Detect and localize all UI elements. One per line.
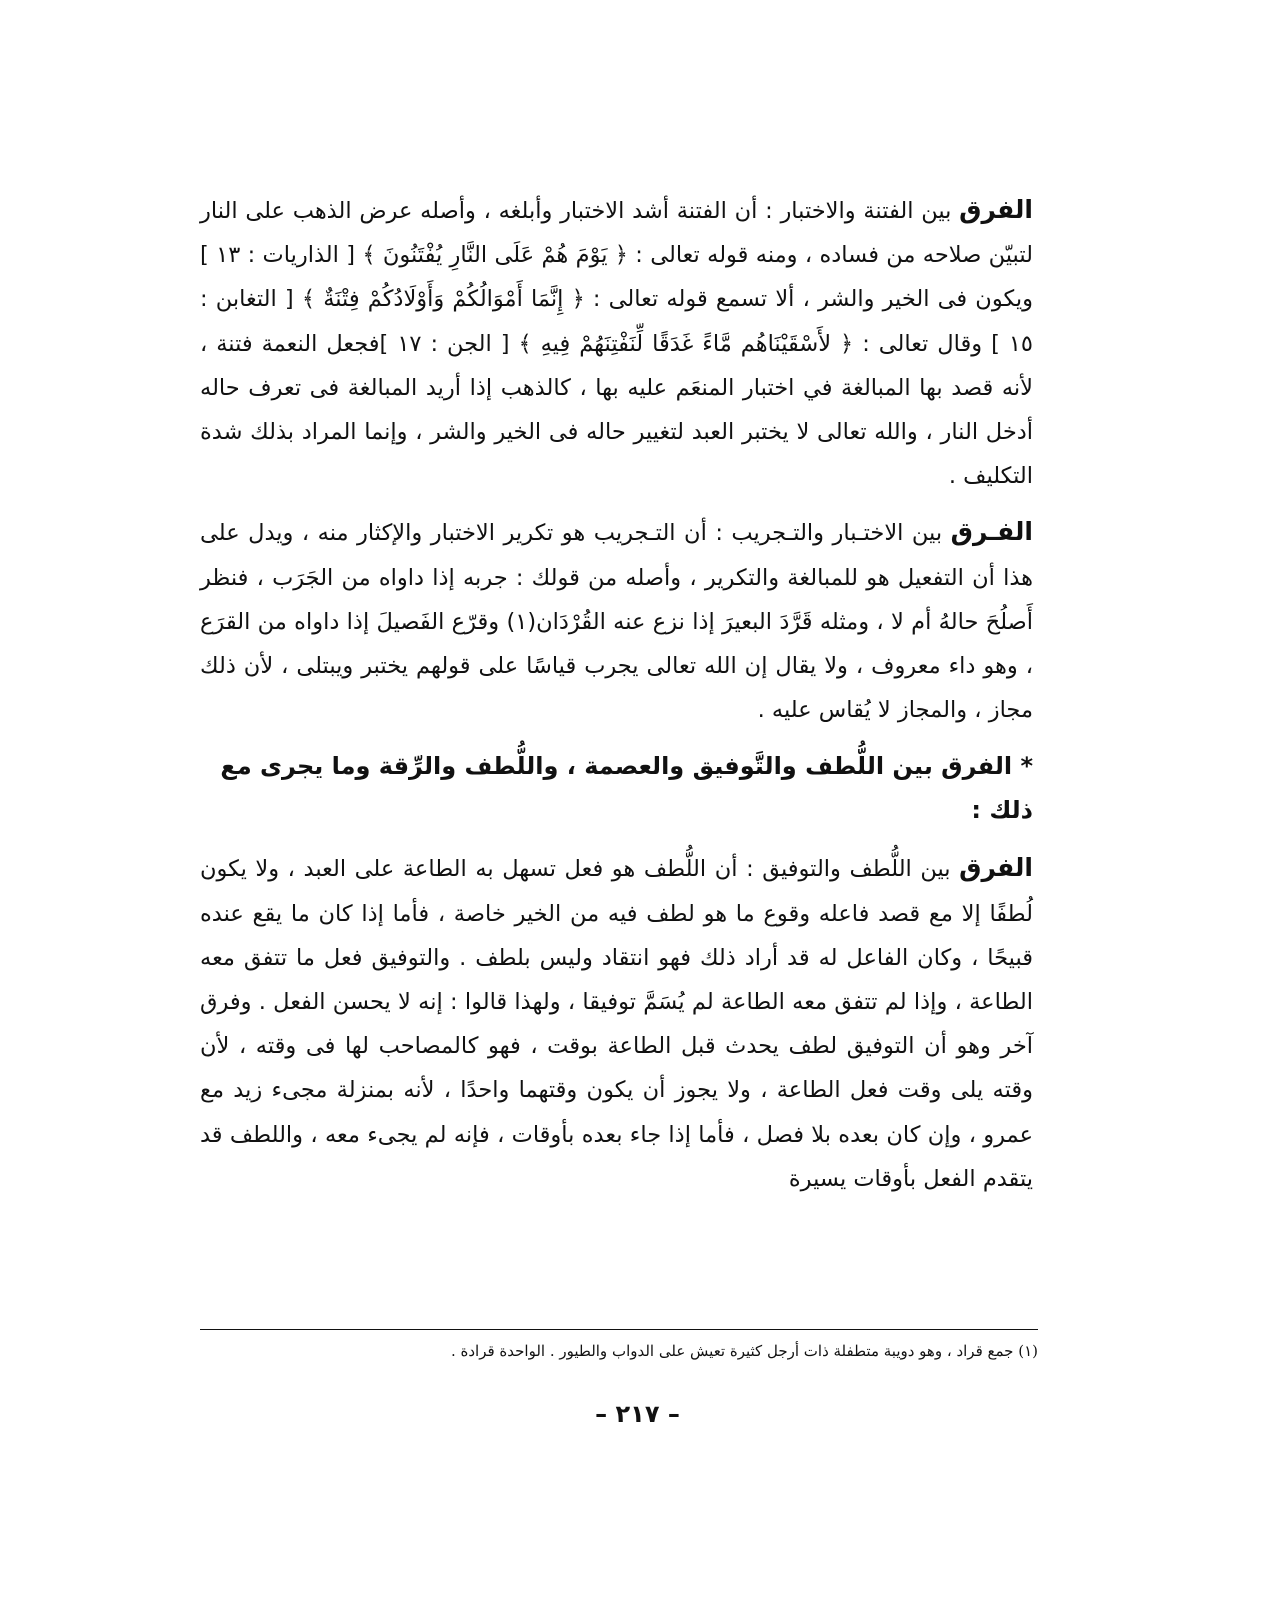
- page-body: [200, 188, 1033, 1213]
- paragraph-text: بين الفتنة والاختبار : أن الفتنة أشد الاختبار وأبلغه ، وأصله عرض الذهب على النار لتبيّن صلاحه من فساده ، ومنه قوله تعالى : ﴿ يَوْمَ هُمْ عَلَى النَّارِ يُفْتَنُونَ ﴾ [ الذاريات : ١٣ ] ويكون فى الخير والشر ، ألا تسمع قوله تعالى : ﴿ إِنَّمَا أَمْوَالُكُمْ وَأَوْلَادُكُمْ فِتْنَةٌ ﴾ [ التغابن : ١٥ ] وقال تعالى : ﴿ لأَسْقَيْنَاهُم مَّاءً غَدَقًا لِّنَفْتِنَهُمْ فِيهِ ﴾ [ الجن : ١٧ ]فجعل النعمة فتنة ، لأنه قصد بها المبالغة في اختبار المنعَم عليه بها ، كالذهب إذا أريد المبالغة فى تعرف حاله أدخل النار ، والله تعالى لا يختبر العبد لتغيير حاله فى الخير والشر ، وإنما المراد بذلك شدة التكليف .: [200, 198, 1033, 490]
- paragraph-lead: الفرق: [959, 853, 1033, 883]
- page-number: – ٢١٧ –: [595, 1400, 680, 1428]
- footnote-divider: [200, 1329, 1038, 1330]
- paragraph-fitna-ikhtibar: [200, 188, 1033, 498]
- paragraph-text: بين الاختـبار والتـجريب : أن التـجريب هو تكرير الاختبار والإكثار منه ، ويدل على هذا أن التفعيل هو للمبالغة والتكرير ، وأصله من قولك : جربه إذا داواه من الجَرَب ، فنظر أَصلُحَ حالهُ أم لا ، ومثله قَرَّدَ البعيرَ إذا نزع عنه القُرْدَان(١) وقرّع الفَصيلَ إذا داواه من القرَع ، وهو داء معروف ، ولا يقال إن الله تعالى يجرب قياسًا على قولهم يختبر ويبتلى ، لأن ذلك مجاز ، والمجاز لا يُقاس عليه .: [200, 520, 1034, 724]
- section-heading: * الفرق بين اللُّطف والتَّوفيق والعصمة ، واللُّطف والرِّقة وما يجرى مع ذلك :: [220, 752, 1033, 825]
- paragraph-lead: الفرق: [959, 195, 1033, 224]
- paragraph-lead: الفـرق: [950, 517, 1033, 547]
- paragraph-lutf-tawfiq: [200, 846, 1033, 1201]
- footnote: (١) جمع قراد ، وهو دويبة متطفلة ذات أرجل كثيرة تعيش على الدواب والطيور . الواحدة قرادة .: [450, 1342, 1038, 1360]
- paragraph-ikhtibar-tajrib: [200, 510, 1033, 732]
- paragraph-text: بين اللُّطف والتوفيق : أن اللُّطف هو فعل تسهل به الطاعة على العبد ، ولا يكون لُطفًا إلا مع قصد فاعله وقوع ما هو لطف فيه من الخير خاصة ، فأما إذا كان ما يقع عنده قبيحًا ، وكان الفاعل له قد أراد ذلك فهو انتقاد وليس بلطف . والتوفيق فعل ما تتفق معه الطاعة ، وإذا لم تتفق معه الطاعة لم يُسَمَّ توفيقا ، ولهذا قالوا : إنه لا يحسن الفعل . وفرق آخر وهو أن التوفيق لطف يحدث قبل الطاعة بوقت ، فهو كالمصاحب لها فى وقته ، لأن وقته يلى وقت فعل الطاعة ، ولا يجوز أن يكون وقتهما واحدًا ، لأنه بمنزلة مجىء زيد مع عمرو ، وإن كان بعده بلا فصل ، فأما إذا جاء بعده بأوقات ، فإنه لم يجىء معه ، واللطف قد يتقدم الفعل بأوقات يسيرة: [200, 856, 1033, 1192]
